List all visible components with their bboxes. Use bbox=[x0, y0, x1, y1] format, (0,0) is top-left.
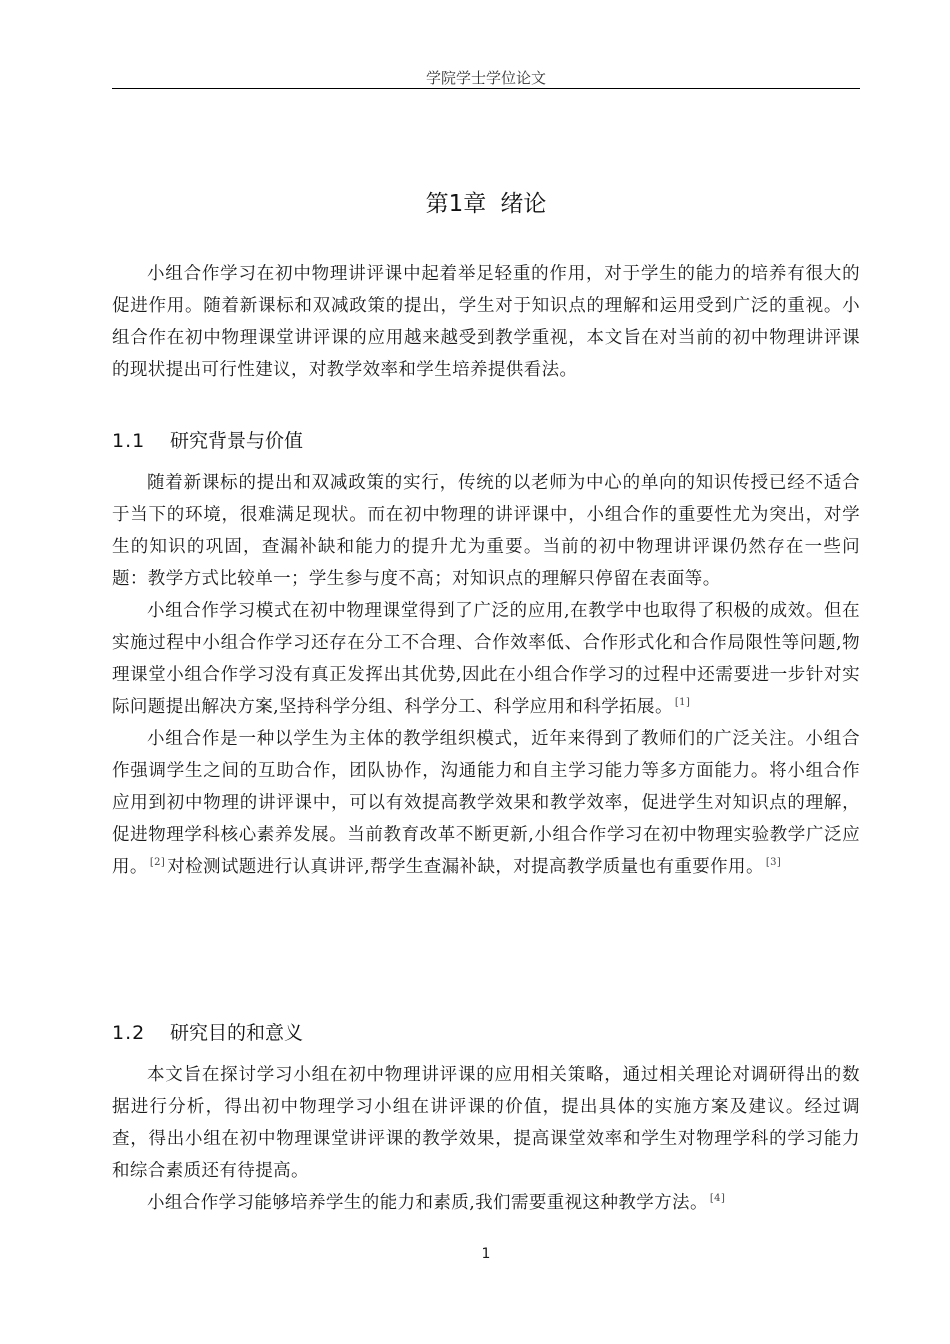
paragraph bbox=[112, 1187, 860, 1219]
section-1-2-body bbox=[112, 1059, 860, 1219]
intro-section bbox=[112, 258, 860, 386]
section-number: 1.1 bbox=[112, 430, 146, 452]
chapter-title bbox=[112, 186, 860, 222]
paragraph-text: 小组合作是一种以学生为主体的教学组织模式，近年来得到了教师们的广泛关注。小组合作强调学生之间的互助合作，团队协作，沟通能力和自主学习能力等多方面能力。将小组合作应用到初中物理的讲评课中，可以有效提高教学效果和教学效率，促进学生对知识点的理解，促进物理学科核心素养发展。当前教育改革不断更新,小组合作学习在初中物理实验教学广泛应用。 bbox=[112, 729, 860, 877]
section-heading-1-1 bbox=[112, 426, 860, 456]
section-number: 1.2 bbox=[112, 1022, 146, 1044]
page-number: 1 bbox=[481, 1246, 491, 1262]
citation-ref[interactable]: [4] bbox=[709, 1193, 726, 1205]
chapter-title-text: 绪论 bbox=[500, 191, 547, 217]
intro-paragraph: 小组合作学习在初中物理讲评课中起着举足轻重的作用，对于学生的能力的培养有很大的促进作用。随着新课标和双减政策的提出，学生对于知识点的理解和运用受到广泛的重视。小组合作在初中物理课堂讲评课的应用越来越受到教学重视，本文旨在对当前的初中物理讲评课的现状提出可行性建议，对教学效率和学生培养提供看法。 bbox=[112, 264, 860, 380]
citation-ref[interactable]: [1] bbox=[674, 697, 691, 709]
section-heading-1-2 bbox=[112, 1018, 860, 1048]
paragraph bbox=[112, 595, 860, 723]
paragraph: 本文旨在探讨学习小组在初中物理讲评课的应用相关策略，通过相关理论对调研得出的数据进行分析，得出初中物理学习小组在讲评课的价值，提出具体的实施方案及建议。经过调查，得出小组在初中物理课堂讲评课的教学效果，提高课堂效率和学生对物理学科的学习能力和综合素质还有待提高。 bbox=[112, 1065, 860, 1181]
paragraph-text: 对检测试题进行认真讲评,帮学生查漏补缺，对提高教学质量也有重要作用。 bbox=[167, 857, 764, 877]
chapter-number: 第1章 bbox=[425, 191, 487, 217]
paragraph: 随着新课标的提出和双减政策的实行，传统的以老师为中心的单向的知识传授已经不适合于当下的环境，很难满足现状。而在初中物理的讲评课中，小组合作的重要性尤为突出，对学生的知识的巩固，查漏补缺和能力的提升尤为重要。当前的初中物理讲评课仍然存在一些问题：教学方式比较单一；学生参与度不高；对知识点的理解只停留在表面等。 bbox=[112, 473, 860, 589]
paragraph-text: 小组合作学习能够培养学生的能力和素质,我们需要重视这种教学方法。 bbox=[147, 1193, 708, 1213]
citation-ref[interactable]: [3] bbox=[765, 857, 782, 869]
citation-ref[interactable]: [2] bbox=[149, 857, 166, 869]
page-header bbox=[112, 68, 860, 89]
paragraph-text: 小组合作学习模式在初中物理课堂得到了广泛的应用,在教学中也取得了积极的成效。但在实施过程中小组合作学习还存在分工不合理、合作效率低、合作形式化和合作局限性等问题,物理课堂小组合作学习没有真正发挥出其优势,因此在小组合作学习的过程中还需要进一步针对实际问题提出解决方案,坚持科学分组、科学分工、科学应用和科学拓展。 bbox=[112, 601, 860, 717]
paragraph bbox=[112, 723, 860, 883]
section-1-1-body bbox=[112, 467, 860, 883]
section-title: 研究目的和意义 bbox=[170, 1022, 304, 1044]
section-title: 研究背景与价值 bbox=[170, 430, 304, 452]
header-title: 学院学士学位论文 bbox=[425, 69, 546, 87]
